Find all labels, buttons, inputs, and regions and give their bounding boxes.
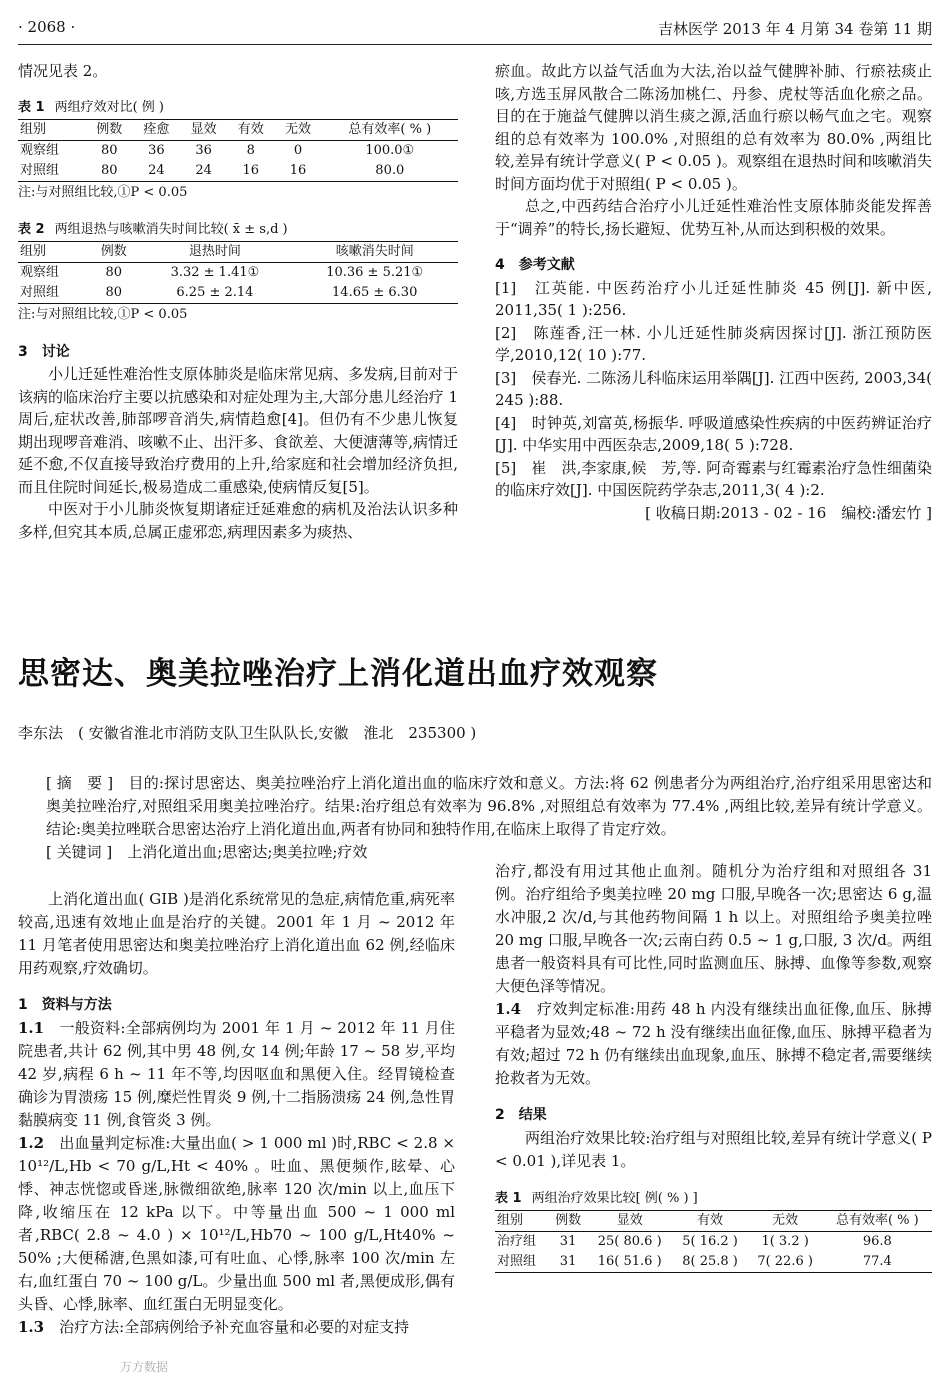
section-heading-discussion: 3 讨论 <box>18 343 70 360</box>
table-caption: 表 1 两组治疗效果比较[ 例( % ) ] <box>495 1191 698 1206</box>
journal-info: 吉林医学 2013 年 4 月第 34 卷第 11 期 <box>657 20 932 38</box>
table-caption: 表 1 两组疗效对比( 例 ) <box>18 99 164 115</box>
bottom-right-column <box>495 860 932 1273</box>
table-row: 对照组 80 6.25 ± 2.14 14.65 ± 6.30 <box>18 283 458 304</box>
received-date: [ 收稿日期:2013 - 02 - 16 编校:潘宏竹 ] <box>645 503 932 522</box>
table-row: 观察组 80 36 36 8 0 100.0① <box>20 143 415 158</box>
top-right-column <box>495 60 932 524</box>
body-paragraph: 上消化道出血( GIB )是消化系统常见的急症,病情危重,病死率较高,迅速有效地止血是治疗的关键。2001 年 1 月 ~ 2012 年 11 月笔者使用思密达和奥美拉唑治疗上消化道出血 62 例,经临床用药观察,疗效确切。 <box>18 890 455 977</box>
body-paragraph: 1.3 治疗方法:全部病例给予补充血容量和必要的对症支持 <box>18 1318 410 1336</box>
table-2-block <box>18 219 458 327</box>
body-paragraph: 总之,中西药结合治疗小儿迁延性难治性支原体肺炎能发挥善于“调养”的特长,扬长避短、优势互补,从而达到积极的效果。 <box>495 197 932 238</box>
abstract <box>46 772 932 841</box>
body-paragraph: 两组治疗效果比较:治疗组与对照组比较,差异有统计学意义( P < 0.01 ),详见表 1。 <box>495 1129 932 1170</box>
results-table-block <box>495 1187 932 1273</box>
table-caption: 表 2 两组退热与咳嗽消失时间比较( x̄ ± s,d ) <box>18 221 288 237</box>
section-heading-results: 2 结果 <box>495 1107 547 1123</box>
treatment-effect-table: 组别 例数 显效 有效 无效 总有效率( % ) 治疗组 31 25( 80.6 ) 5( 16.2 ) 1( 3.2 ) 96.8 对照组 31 16( 51.6 ) 8( 25.8 ) 7( 22.6 ) 77.4 <box>495 1210 932 1273</box>
body-paragraph: 小儿迁延性难治性支原体肺炎是临床常见病、多发病,目前对于该病的临床治疗主要以抗感染和对症处理为主,大部分患儿经治疗 1 周后,症状改善,肺部啰音消失,病情趋愈[4]。但仍有不少患儿恢复期出现啰音难消、咳嗽不止、出汗多、食欲差、大便溏薄等,病情迁延不愈,不仅直接导致治疗费用的上升,给家庭和社会增加经济负担,而且住院时间延长,极易造成二重感染,使病情反复[5]。 <box>18 365 458 496</box>
abstract-block <box>18 772 932 864</box>
top-left-column <box>18 60 458 543</box>
table-1-block <box>18 97 458 205</box>
fever-cough-table: 组别 例数 退热时间 咳嗽消失时间 观察组 80 3.32 ± 1.41① 10.36 ± 5.21① 对照组 80 6.25 ± 2.14 14.65 ± 6.30 <box>18 241 458 304</box>
abstract-text: 目的:探讨思密达、奥美拉唑治疗上消化道出血的临床疗效和意义。方法:将 62 例患者分为两组治疗,治疗组采用思密达和奥美拉唑治疗,对照组采用奥美拉唑治疗。结果:治疗组总有效率为 96.8% ,对照组总有效率为 77.4% ,两组比较,差异有统计学意义。结论:奥美拉唑联合思密达治疗上消化道出血,两者有协同和独特作用,在临床上取得了肯定疗效。 <box>46 774 932 838</box>
reference-item: [3] 侯春光. 二陈汤儿科临床运用举隅[J]. 江西中医药, 2003,34( 245 ):88. <box>495 368 932 409</box>
references-heading: 4 参考文献 <box>495 257 575 273</box>
keywords-text: 上消化道出血;思密达;奥美拉唑;疗效 <box>127 843 368 861</box>
table-row: 观察组 80 3.32 ± 1.41① 10.36 ± 5.21① <box>20 265 424 280</box>
page-number: · 2068 · <box>18 18 76 36</box>
reference-item: [5] 崔 洪,李家康,候 芳,等. 阿奇霉素与红霉素治疗急性细菌染的临床疗效[J]. 中国医院药学杂志,2011,3( 4 ):2. <box>495 458 932 499</box>
table-note: 注:与对照组比较,①P < 0.05 <box>18 185 188 200</box>
table-note: 注:与对照组比较,①P < 0.05 <box>18 307 188 322</box>
efficacy-table: 组别 例数 痊愈 显效 有效 无效 总有效率( % ) 观察组 80 36 36 8 0 100.0① 对照组 80 24 24 16 16 80.0 <box>18 119 458 182</box>
keywords-label: [ 关键词 ] <box>46 843 113 861</box>
body-paragraph: 1.1 一般资料:全部病例均为 2001 年 1 月 ~ 2012 年 11 月住院患者,共计 62 例,其中男 48 例,女 14 例;年龄 17 ~ 58 岁,平均 42 岁,病程 6 h ~ 11 年不等,均因呕血和黑便入住。经胃镜检查确诊为胃溃疡 15 例,糜烂性胃炎 9 例,十二指肠溃疡 24 例,急性胃黏膜病变 11 例,食管炎 3 例。 <box>18 1019 455 1129</box>
reference-item: [2] 陈莲香,汪一林. 小儿迁延性肺炎病因探讨[J]. 浙江预防医学,2010,12( 10 ):77. <box>495 323 932 364</box>
intro-text: 情况见表 2。 <box>18 62 108 80</box>
body-paragraph: 1.2 出血量判定标准:大量出血( > 1 000 ml )时,RBC < 2.8 × 10¹²/L,Hb < 70 g/L,Ht < 40% 。吐血、黑便频作,眩晕、心悸、神志恍惚或昏迷,脉微细欲绝,脉率 120 次/min 以上,血压下降,收缩压在 12 kPa 以下。中等量出血 500 ~ 1 000 ml 者,RBC( 2.8 ~ 4.0 ) × 10¹²/L,Hb70 ~ 100 g/L,Ht40% ~ 50% ;大便稀溏,色黑如漆,可有吐血、心悸,脉率 100 次/min 左右,血红蛋白 70 ~ 100 g/L。少量出血 500 ml 者,黑便成形,偶有头昏、心悸,脉率、血红蛋白无明显变化。 <box>18 1134 455 1313</box>
reference-item: [4] 时钟英,刘富英,杨振华. 呼吸道感染性疾病的中医药辨证治疗[J]. 中华实用中西医杂志,2009,18( 5 ):728. <box>495 413 932 454</box>
author-affiliation: 李东法 ( 安徽省淮北市消防支队卫生队队长,安徽 淮北 235300 ) <box>18 724 477 742</box>
abstract-label: [ 摘 要 ] <box>46 774 114 792</box>
page-header <box>18 14 932 45</box>
watermark: 万方数据 <box>120 1360 169 1374</box>
table-row: 治疗组 31 25( 80.6 ) 5( 16.2 ) 1( 3.2 ) 96.8 <box>497 1234 892 1249</box>
body-paragraph: 1.4 疗效判定标准:用药 48 h 内没有继续出血征像,血压、脉搏平稳者为显效;48 ~ 72 h 没有继续出血征像,血压、脉搏平稳者为有效;超过 72 h 仍有继续出血现象,血压、脉搏不稳定者,需要继续抢救者为无效。 <box>495 1000 932 1087</box>
section-heading-methods: 1 资料与方法 <box>18 997 112 1013</box>
body-paragraph: 中医对于小儿肺炎恢复期诸症迁延难愈的病机及治法认识多种多样,但究其本质,总属正虚邪恋,病理因素多为痰热、 <box>18 500 458 541</box>
article-title: 思密达、奥美拉唑治疗上消化道出血疗效观察 <box>18 656 658 692</box>
table-row: 对照组 80 24 24 16 16 80.0 <box>18 161 458 182</box>
body-paragraph: 瘀血。故此方以益气活血为大法,治以益气健脾补肺、行瘀祛痰止咳,方选玉屏风散合二陈汤加桃仁、丹参、虎杖等活血化瘀之品。目的在于施益气健脾以消生痰之源,活血行瘀以畅气血之宅。观察组的总有效率为 100.0% ,对照组的总有效率为 80.0% ,两组比较,差异有统计学意义( P < 0.05 )。观察组在退热时间和咳嗽消失时间方面均优于对照组( P < 0.05 )。 <box>495 62 932 193</box>
body-paragraph: 治疗,都没有用过其他止血剂。随机分为治疗组和对照组各 31 例。治疗组给予奥美拉唑 20 mg 口服,早晚各一次;思密达 6 g,温水冲服,2 次/d,与其他药物间隔 1 h 以上。对照组给予奥美拉唑 20 mg 口服,早晚各一次;云南白药 0.5 ~ 1 g,口服, 3 次/d。两组患者一般资料具有可比性,同时监测血压、脉搏、血像等参数,观察大便色泽等情况。 <box>495 862 932 995</box>
table-row: 对照组 31 16( 51.6 ) 8( 25.8 ) 7( 22.6 ) 77.4 <box>495 1252 932 1273</box>
bottom-left-column <box>18 888 455 1339</box>
reference-item: [1] 江英能. 中医药治疗小儿迁延性肺炎 45 例[J]. 新中医, 2011,35( 1 ):256. <box>495 278 932 319</box>
